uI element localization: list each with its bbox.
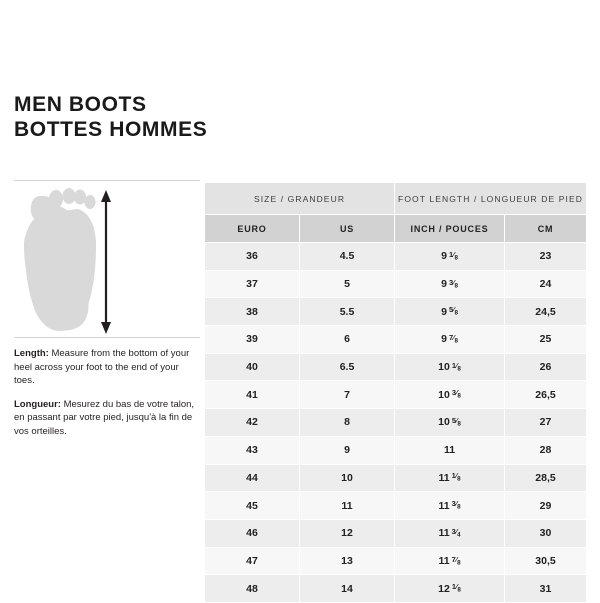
cell-us: 5 <box>300 270 395 298</box>
cell-euro: 43 <box>205 436 300 464</box>
table-column-header-row <box>205 215 587 243</box>
cell-us: 8 <box>300 409 395 437</box>
column-header-us: US <box>300 215 395 243</box>
cell-us: 5.5 <box>300 298 395 326</box>
cell-inch: 12 $1⁄_8$ <box>395 575 505 603</box>
foot-diagram <box>14 181 200 337</box>
table-row <box>205 270 587 298</box>
column-header-inch: INCH / POUCES <box>395 215 505 243</box>
cell-euro: 42 <box>205 409 300 437</box>
cell-cm: 24,5 <box>505 298 587 326</box>
table-row <box>205 464 587 492</box>
cell-us: 13 <box>300 547 395 575</box>
cell-euro: 38 <box>205 298 300 326</box>
table-row <box>205 298 587 326</box>
page-title <box>14 92 374 142</box>
foot-outline-icon <box>20 187 140 337</box>
instruction-french-label: Longueur: <box>14 398 61 410</box>
cell-us: 10 <box>300 464 395 492</box>
table-row <box>205 243 587 271</box>
cell-cm: 30,5 <box>505 547 587 575</box>
table-row <box>205 547 587 575</box>
divider-bottom <box>14 337 200 338</box>
cell-inch: 11 $1⁄_8$ <box>395 464 505 492</box>
cell-inch: 10 $5⁄_8$ <box>395 409 505 437</box>
measurement-illustration-panel <box>14 180 200 438</box>
cell-euro: 37 <box>205 270 300 298</box>
cell-inch: 10 $1⁄_8$ <box>395 353 505 381</box>
instruction-english-label: Length: <box>14 348 49 359</box>
table-row <box>205 353 587 381</box>
table-row <box>205 492 587 520</box>
table-row <box>205 409 587 437</box>
instruction-french <box>14 398 200 439</box>
instruction-french-text: Mesurez du bas de votre talon, en passant par votre pied, jusqu'à la fin de vos orteilles. <box>14 398 195 437</box>
title-line-en: MEN BOOTS <box>14 93 147 116</box>
table-row <box>205 326 587 354</box>
cell-us: 9 <box>300 436 395 464</box>
cell-cm: 31 <box>505 575 587 603</box>
cell-us: 6 <box>300 326 395 354</box>
cell-cm: 28 <box>505 436 587 464</box>
cell-euro: 39 <box>205 326 300 354</box>
cell-cm: 26,5 <box>505 381 587 409</box>
table-group-header-row <box>205 183 587 215</box>
cell-inch: 10 $3⁄_8$ <box>395 381 505 409</box>
table-row <box>205 575 587 603</box>
cell-cm: 30 <box>505 519 587 547</box>
cell-cm: 23 <box>505 243 587 271</box>
cell-cm: 24 <box>505 270 587 298</box>
cell-euro: 40 <box>205 353 300 381</box>
cell-euro: 41 <box>205 381 300 409</box>
table-row <box>205 519 587 547</box>
cell-cm: 26 <box>505 353 587 381</box>
group-header-foot-length: FOOT LENGTH / LONGUEUR DE PIED <box>395 183 587 215</box>
cell-inch: 11 $3⁄_4$ <box>395 519 505 547</box>
group-header-size: SIZE / GRANDEUR <box>205 183 395 215</box>
cell-us: 6.5 <box>300 353 395 381</box>
cell-cm: 28,5 <box>505 464 587 492</box>
cell-euro: 44 <box>205 464 300 492</box>
size-table-wrapper <box>204 182 586 603</box>
cell-cm: 29 <box>505 492 587 520</box>
cell-euro: 47 <box>205 547 300 575</box>
cell-inch: 11 <box>395 436 505 464</box>
cell-inch: 9 $7⁄_8$ <box>395 326 505 354</box>
cell-inch: 9 $5⁄_8$ <box>395 298 505 326</box>
column-header-cm: CM <box>505 215 587 243</box>
size-table <box>204 182 587 603</box>
title-line-fr: BOTTES HOMMES <box>14 118 208 141</box>
cell-euro: 46 <box>205 519 300 547</box>
cell-euro: 36 <box>205 243 300 271</box>
table-row <box>205 381 587 409</box>
cell-euro: 45 <box>205 492 300 520</box>
column-header-euro: EURO <box>205 215 300 243</box>
cell-cm: 25 <box>505 326 587 354</box>
cell-inch: 11 $3⁄_8$ <box>395 492 505 520</box>
cell-us: 11 <box>300 492 395 520</box>
cell-us: 14 <box>300 575 395 603</box>
cell-cm: 27 <box>505 409 587 437</box>
cell-inch: 9 $1⁄_8$ <box>395 243 505 271</box>
table-row <box>205 436 587 464</box>
cell-inch: 11 $7⁄_8$ <box>395 547 505 575</box>
cell-inch: 9 $3⁄_8$ <box>395 270 505 298</box>
cell-us: 7 <box>300 381 395 409</box>
table-body <box>205 243 587 603</box>
instruction-english-text: Measure from the bottom of your heel across your foot to the end of your toes. <box>14 348 190 386</box>
cell-us: 12 <box>300 519 395 547</box>
instruction-english <box>14 347 200 388</box>
cell-us: 4.5 <box>300 243 395 271</box>
cell-euro: 48 <box>205 575 300 603</box>
